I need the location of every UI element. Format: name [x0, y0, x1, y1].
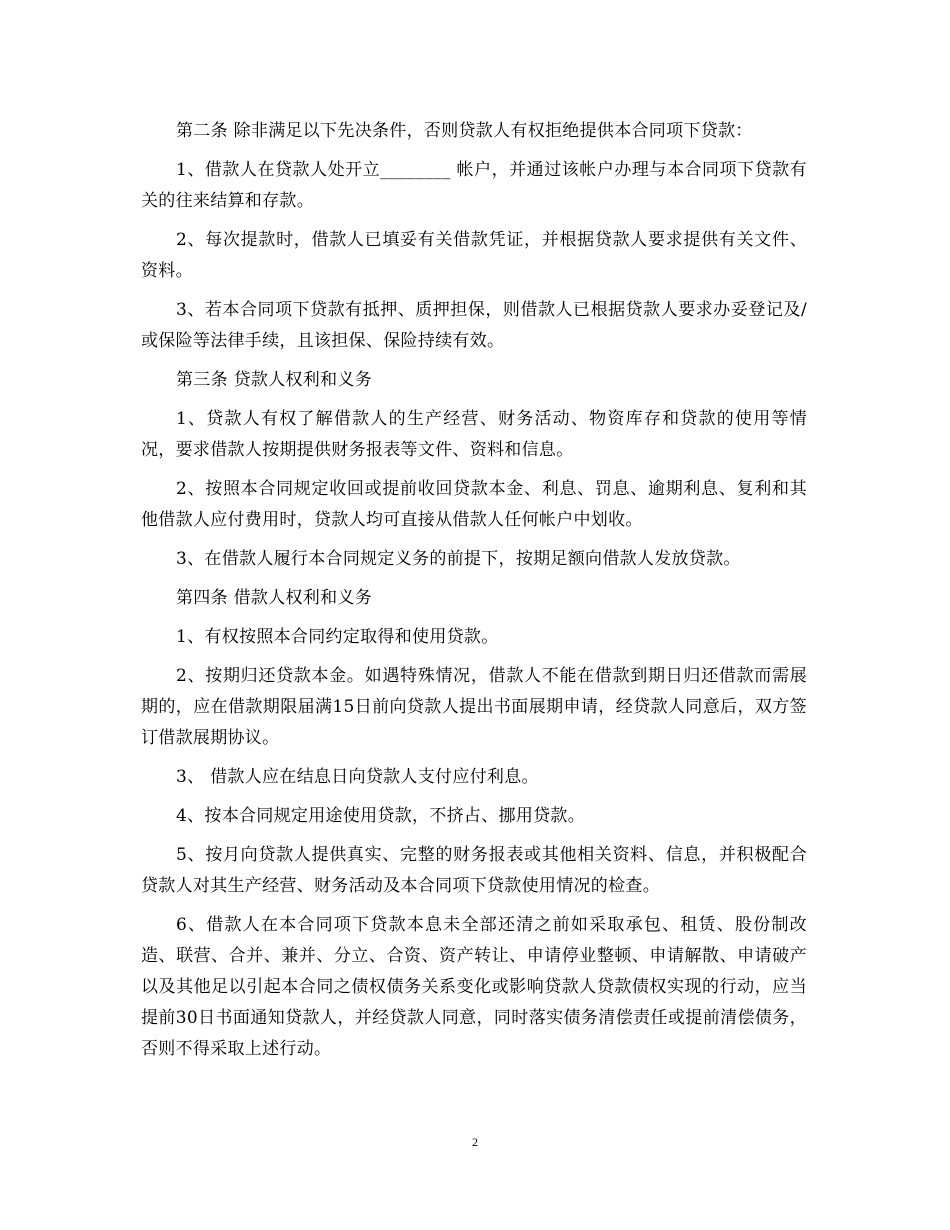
paragraph-article-4: 第四条 借款人权利和义务	[176, 588, 373, 608]
paragraph-article-2-item-2: 2、每次提款时，借款人已填妥有关借款凭证，并根据贷款人要求提供有关文件、资料。	[141, 230, 807, 281]
paragraph-article-4-item-4: 4、按本合同规定用途使用贷款，不挤占、挪用贷款。	[176, 806, 586, 826]
page-number: 2	[472, 1135, 478, 1149]
paragraph-article-4-item-5: 5、按月向贷款人提供真实、完整的财务报表或其他相关资料、信息，并积极配合贷款人对其生产经营、财务活动及本合同项下贷款使用情况的检查。	[141, 845, 807, 896]
paragraph-article-4-item-1: 1、有权按照本合同约定取得和使用贷款。	[176, 627, 499, 647]
paragraph-article-3-item-2: 2、按照本合同规定收回或提前收回贷款本金、利息、罚息、逾期利息、复利和其他借款人应付费用时，贷款人均可直接从借款人任何帐户中划收。	[141, 479, 807, 530]
paragraph-article-2-item-1: 1、借款人在贷款人处开立________ 帐户，并通过该帐户办理与本合同项下贷款有关的往来结算和存款。	[141, 160, 807, 211]
paragraph-article-2-item-3: 3、若本合同项下贷款有抵押、质押担保，则借款人已根据贷款人要求办妥登记及/或保险等法律手续，且该担保、保险持续有效。	[141, 300, 807, 351]
paragraph-article-3-item-3: 3、在借款人履行本合同规定义务的前提下，按期足额向借款人发放贷款。	[176, 549, 741, 569]
document-body	[141, 116, 807, 1073]
paragraph-article-3-item-1: 1、贷款人有权了解借款人的生产经营、财务活动、物资库存和贷款的使用等情况，要求借款人按期提供财务报表等文件、资料和信息。	[141, 409, 807, 460]
paragraph-article-4-item-6: 6、借款人在本合同项下贷款本息未全部还清之前如采取承包、租赁、股份制改造、联营、合并、兼并、分立、合资、资产转让、申请停业整顿、申请解散、申请破产以及其他足以引起本合同之债权债务关系变化或影响贷款人贷款债权实现的行动，应当提前30日书面通知贷款人，并经贷款人同意，同时落实债务清偿责任或提前清偿债务，否则不得采取上述行动。	[141, 915, 807, 1059]
paragraph-article-4-item-3: 3、 借款人应在结息日向贷款人支付应付利息。	[176, 767, 539, 787]
paragraph-article-4-item-2: 2、按期归还贷款本金。如遇特殊情况，借款人不能在借款到期日归还借款而需展期的，应在借款期限届满15日前向贷款人提出书面展期申请，经贷款人同意后，双方签订借款展期协议。	[141, 666, 807, 748]
paragraph-article-2: 第二条 除非满足以下先决条件，否则贷款人有权拒绝提供本合同项下贷款：	[176, 121, 753, 141]
paragraph-article-3: 第三条 贷款人权利和义务	[176, 370, 373, 390]
